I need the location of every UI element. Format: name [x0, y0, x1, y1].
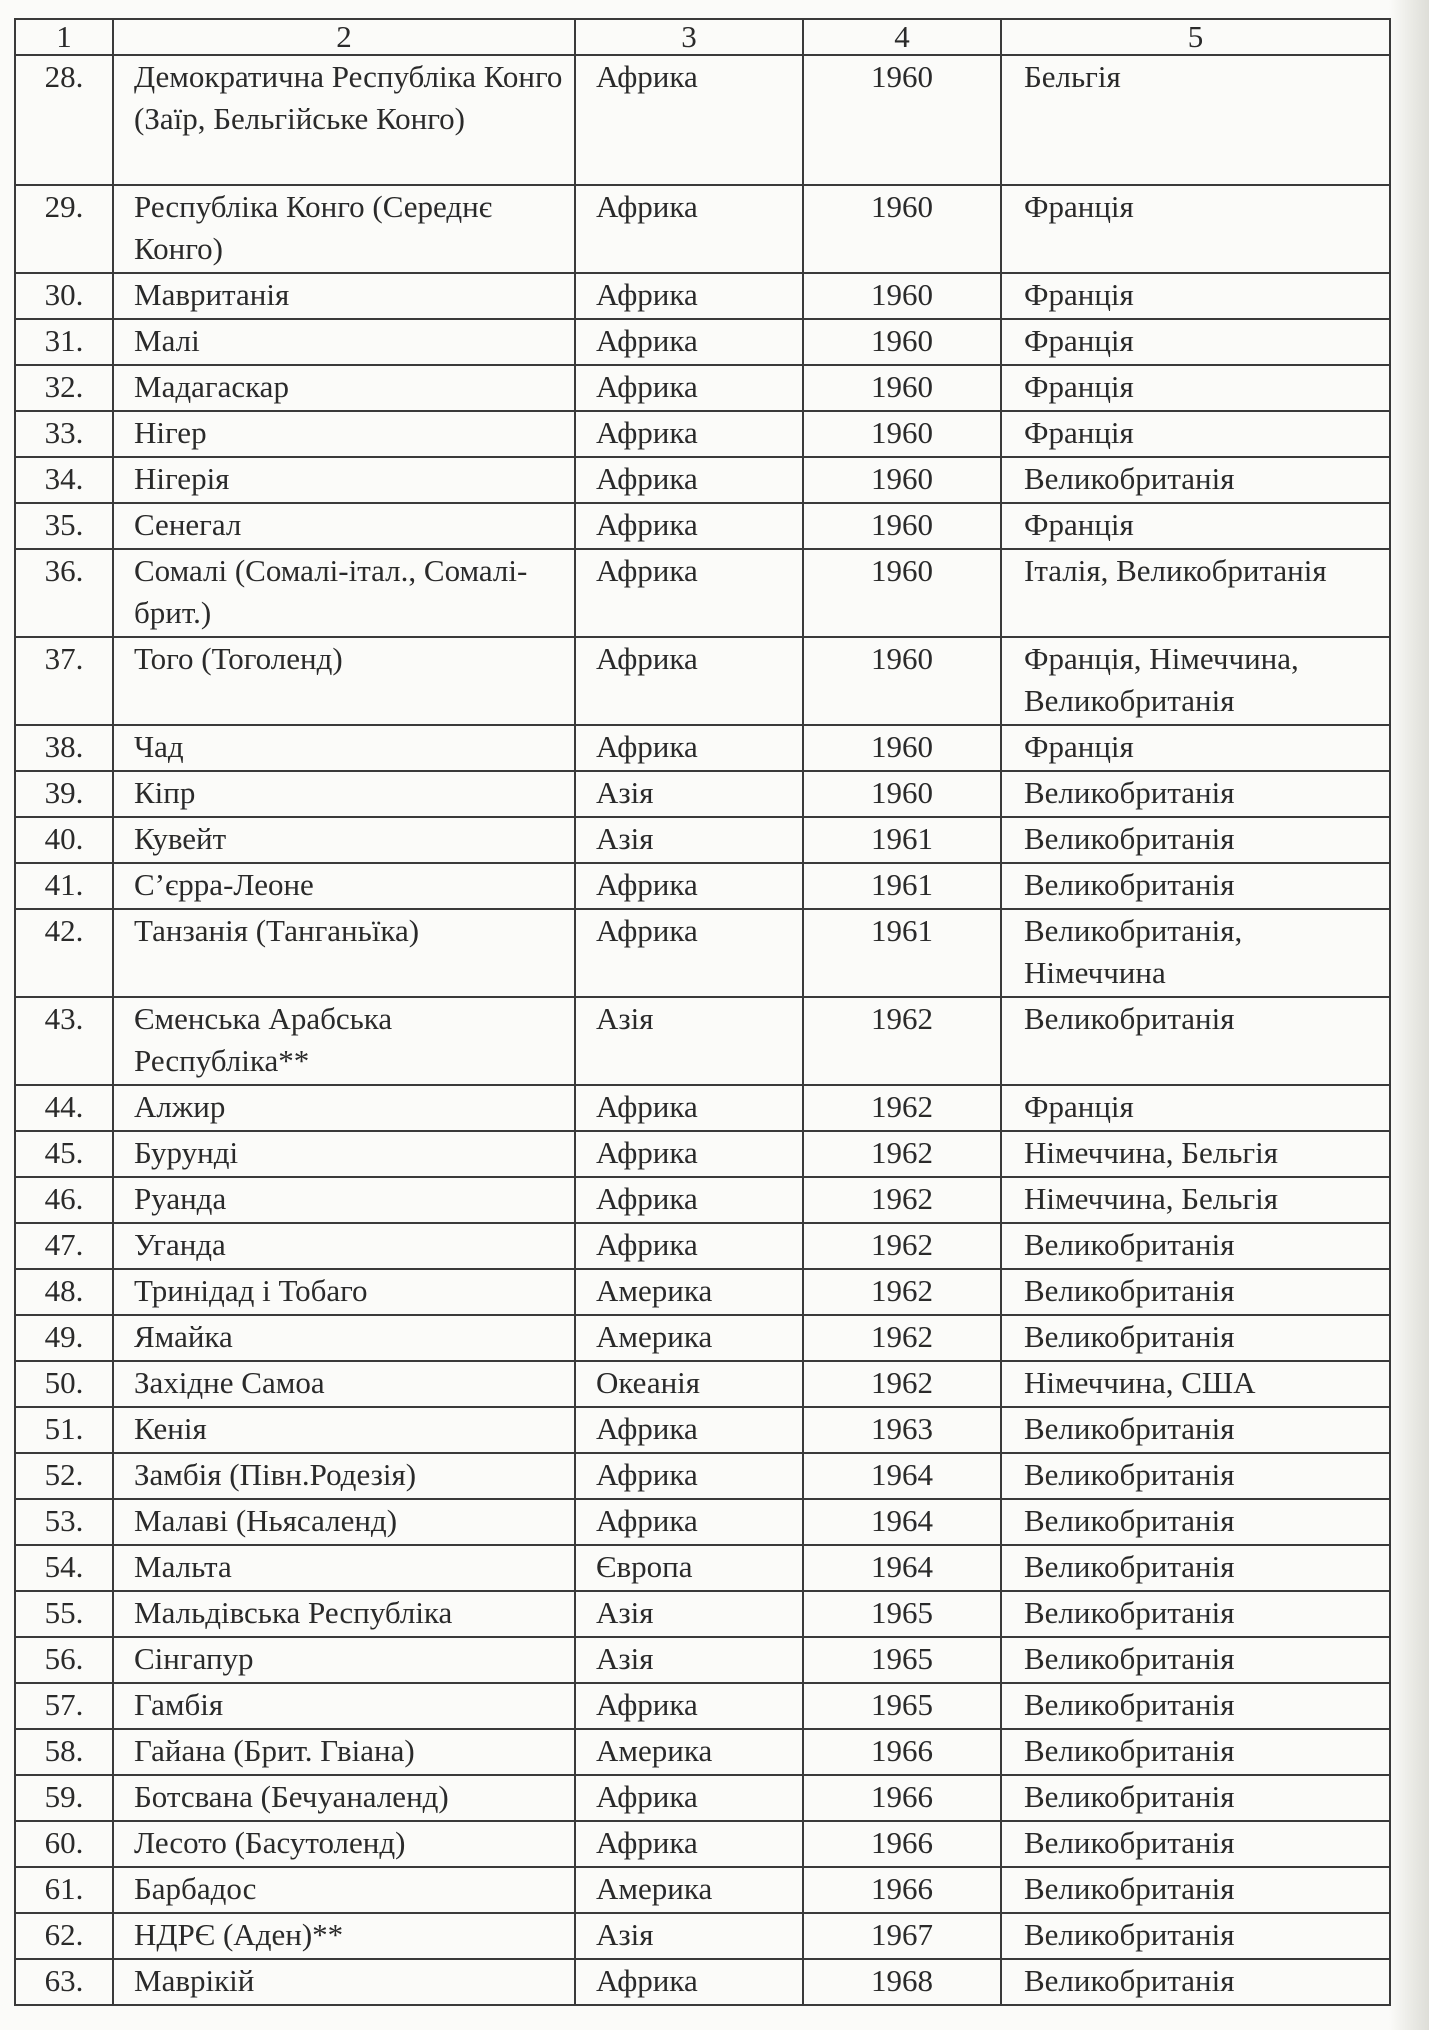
independence-year-cell: 1967 [803, 1913, 1001, 1959]
country-name-cell: Кувейт [113, 817, 575, 863]
metropole-cell: Великобританія [1001, 1683, 1390, 1729]
country-name-cell: Замбія (Півн.Родезія) [113, 1453, 575, 1499]
metropole-cell: Великобританія [1001, 1545, 1390, 1591]
row-number-cell: 49. [15, 1315, 113, 1361]
country-name-cell: Мальдівська Республіка [113, 1591, 575, 1637]
region-cell: Океанія [575, 1361, 803, 1407]
row-number-cell: 47. [15, 1223, 113, 1269]
row-number-cell: 48. [15, 1269, 113, 1315]
region-cell: Азія [575, 1913, 803, 1959]
country-name-cell: Нігерія [113, 457, 575, 503]
header-col-1: 1 [15, 19, 113, 55]
independence-year-cell: 1964 [803, 1545, 1001, 1591]
metropole-cell: Великобританія, Німеччина [1001, 909, 1390, 997]
country-name-cell: Бурунді [113, 1131, 575, 1177]
country-name-cell: Малаві (Ньясаленд) [113, 1499, 575, 1545]
region-cell: Азія [575, 1591, 803, 1637]
region-cell: Африка [575, 1683, 803, 1729]
table-row [15, 1177, 1390, 1223]
region-cell: Африка [575, 55, 803, 185]
row-number-cell: 32. [15, 365, 113, 411]
country-name-cell: Того (Тоголенд) [113, 637, 575, 725]
country-name-cell: Нігер [113, 411, 575, 457]
country-name-cell: Мальта [113, 1545, 575, 1591]
table-row [15, 1913, 1390, 1959]
independence-year-cell: 1966 [803, 1821, 1001, 1867]
country-name-cell: Лесото (Басутоленд) [113, 1821, 575, 1867]
table-row [15, 55, 1390, 185]
metropole-cell: Бельгія [1001, 55, 1390, 185]
metropole-cell: Італія, Великобританія [1001, 549, 1390, 637]
country-name-cell: Єменська Арабська Республіка** [113, 997, 575, 1085]
table-row [15, 1959, 1390, 2005]
table-row [15, 1407, 1390, 1453]
region-cell: Африка [575, 411, 803, 457]
metropole-cell: Великобританія [1001, 771, 1390, 817]
independence-year-cell: 1962 [803, 1223, 1001, 1269]
country-name-cell: Гайана (Брит. Гвіана) [113, 1729, 575, 1775]
region-cell: Африка [575, 1821, 803, 1867]
metropole-cell: Великобританія [1001, 1269, 1390, 1315]
region-cell: Африка [575, 185, 803, 273]
country-name-cell: Алжир [113, 1085, 575, 1131]
country-name-cell: Західне Самоа [113, 1361, 575, 1407]
independence-year-cell: 1960 [803, 637, 1001, 725]
independence-year-cell: 1961 [803, 817, 1001, 863]
row-number-cell: 28. [15, 55, 113, 185]
table-row [15, 1269, 1390, 1315]
independence-year-cell: 1960 [803, 55, 1001, 185]
table-row [15, 1867, 1390, 1913]
country-name-cell: Ботсвана (Бечуаналенд) [113, 1775, 575, 1821]
row-number-cell: 38. [15, 725, 113, 771]
table-row [15, 1775, 1390, 1821]
table-row [15, 457, 1390, 503]
row-number-cell: 58. [15, 1729, 113, 1775]
table-body [15, 55, 1390, 2005]
region-cell: Африка [575, 319, 803, 365]
row-number-cell: 43. [15, 997, 113, 1085]
country-name-cell: Танзанія (Танганьїка) [113, 909, 575, 997]
row-number-cell: 54. [15, 1545, 113, 1591]
row-number-cell: 40. [15, 817, 113, 863]
independence-year-cell: 1962 [803, 1131, 1001, 1177]
row-number-cell: 57. [15, 1683, 113, 1729]
country-name-cell: Мавританія [113, 273, 575, 319]
metropole-cell: Великобританія [1001, 1821, 1390, 1867]
row-number-cell: 37. [15, 637, 113, 725]
table-row [15, 273, 1390, 319]
table-row [15, 549, 1390, 637]
country-name-cell: Сінгапур [113, 1637, 575, 1683]
row-number-cell: 63. [15, 1959, 113, 2005]
metropole-cell: Великобританія [1001, 1223, 1390, 1269]
independence-year-cell: 1960 [803, 503, 1001, 549]
row-number-cell: 51. [15, 1407, 113, 1453]
country-name-cell: Ямайка [113, 1315, 575, 1361]
table-row [15, 1545, 1390, 1591]
country-name-cell: Сомалі (Сомалі-італ., Сомалі-брит.) [113, 549, 575, 637]
country-name-cell: Малі [113, 319, 575, 365]
independence-year-cell: 1964 [803, 1453, 1001, 1499]
independence-year-cell: 1962 [803, 1269, 1001, 1315]
region-cell: Америка [575, 1729, 803, 1775]
country-name-cell: Республіка Конго (Середнє Конго) [113, 185, 575, 273]
country-name-cell: Чад [113, 725, 575, 771]
table-row [15, 185, 1390, 273]
row-number-cell: 31. [15, 319, 113, 365]
row-number-cell: 29. [15, 185, 113, 273]
metropole-cell: Великобританія [1001, 1959, 1390, 2005]
metropole-cell: Німеччина, Бельгія [1001, 1177, 1390, 1223]
region-cell: Азія [575, 1637, 803, 1683]
country-name-cell: Руанда [113, 1177, 575, 1223]
region-cell: Азія [575, 997, 803, 1085]
country-name-cell: Гамбія [113, 1683, 575, 1729]
metropole-cell: Великобританія [1001, 1315, 1390, 1361]
table-row [15, 503, 1390, 549]
region-cell: Африка [575, 1453, 803, 1499]
metropole-cell: Великобританія [1001, 863, 1390, 909]
region-cell: Африка [575, 1959, 803, 2005]
row-number-cell: 35. [15, 503, 113, 549]
independence-year-cell: 1962 [803, 1085, 1001, 1131]
table-row [15, 909, 1390, 997]
table-row [15, 1085, 1390, 1131]
metropole-cell: Франція [1001, 503, 1390, 549]
independence-year-cell: 1964 [803, 1499, 1001, 1545]
row-number-cell: 30. [15, 273, 113, 319]
metropole-cell: Великобританія [1001, 457, 1390, 503]
metropole-cell: Великобританія [1001, 1729, 1390, 1775]
metropole-cell: Франція [1001, 411, 1390, 457]
table-row [15, 1637, 1390, 1683]
row-number-cell: 56. [15, 1637, 113, 1683]
region-cell: Америка [575, 1315, 803, 1361]
region-cell: Америка [575, 1269, 803, 1315]
row-number-cell: 53. [15, 1499, 113, 1545]
country-name-cell: Демократична Республіка Конго (Заїр, Бельгійське Конго) [113, 55, 575, 185]
table-row [15, 1683, 1390, 1729]
region-cell: Африка [575, 365, 803, 411]
row-number-cell: 34. [15, 457, 113, 503]
metropole-cell: Німеччина, США [1001, 1361, 1390, 1407]
row-number-cell: 50. [15, 1361, 113, 1407]
table-row [15, 1131, 1390, 1177]
metropole-cell: Франція [1001, 273, 1390, 319]
independence-year-cell: 1960 [803, 273, 1001, 319]
table-row [15, 1499, 1390, 1545]
region-cell: Африка [575, 725, 803, 771]
metropole-cell: Великобританія [1001, 1453, 1390, 1499]
region-cell: Африка [575, 273, 803, 319]
metropole-cell: Франція, Німеччина, Великобританія [1001, 637, 1390, 725]
independence-year-cell: 1960 [803, 365, 1001, 411]
metropole-cell: Великобританія [1001, 1775, 1390, 1821]
table-row [15, 1223, 1390, 1269]
row-number-cell: 33. [15, 411, 113, 457]
table-row [15, 365, 1390, 411]
row-number-cell: 42. [15, 909, 113, 997]
metropole-cell: Великобританія [1001, 817, 1390, 863]
country-name-cell: Мадагаскар [113, 365, 575, 411]
region-cell: Африка [575, 863, 803, 909]
independence-year-cell: 1968 [803, 1959, 1001, 2005]
independence-year-cell: 1962 [803, 1177, 1001, 1223]
table-row [15, 1315, 1390, 1361]
row-number-cell: 45. [15, 1131, 113, 1177]
region-cell: Африка [575, 1775, 803, 1821]
independence-year-cell: 1962 [803, 1361, 1001, 1407]
country-name-cell: Барбадос [113, 1867, 575, 1913]
table-row [15, 637, 1390, 725]
region-cell: Африка [575, 457, 803, 503]
independence-year-cell: 1962 [803, 997, 1001, 1085]
region-cell: Африка [575, 1407, 803, 1453]
row-number-cell: 39. [15, 771, 113, 817]
country-name-cell: Маврікій [113, 1959, 575, 2005]
independence-year-cell: 1963 [803, 1407, 1001, 1453]
metropole-cell: Великобританія [1001, 1867, 1390, 1913]
independence-year-cell: 1960 [803, 185, 1001, 273]
metropole-cell: Великобританія [1001, 1407, 1390, 1453]
region-cell: Азія [575, 771, 803, 817]
independence-year-cell: 1965 [803, 1637, 1001, 1683]
colonies-table [14, 18, 1391, 2006]
independence-year-cell: 1960 [803, 725, 1001, 771]
independence-year-cell: 1960 [803, 411, 1001, 457]
region-cell: Африка [575, 1085, 803, 1131]
row-number-cell: 41. [15, 863, 113, 909]
country-name-cell: С’єрра-Леоне [113, 863, 575, 909]
metropole-cell: Великобританія [1001, 997, 1390, 1085]
table-row [15, 1591, 1390, 1637]
independence-year-cell: 1960 [803, 457, 1001, 503]
region-cell: Африка [575, 549, 803, 637]
independence-year-cell: 1961 [803, 909, 1001, 997]
table-header [15, 19, 1390, 55]
region-cell: Африка [575, 1499, 803, 1545]
metropole-cell: Франція [1001, 725, 1390, 771]
row-number-cell: 61. [15, 1867, 113, 1913]
region-cell: Європа [575, 1545, 803, 1591]
independence-year-cell: 1965 [803, 1683, 1001, 1729]
metropole-cell: Франція [1001, 185, 1390, 273]
table-row [15, 1361, 1390, 1407]
table-row [15, 771, 1390, 817]
metropole-cell: Великобританія [1001, 1913, 1390, 1959]
header-col-3: 3 [575, 19, 803, 55]
region-cell: Африка [575, 909, 803, 997]
independence-year-cell: 1962 [803, 1315, 1001, 1361]
table-row [15, 817, 1390, 863]
header-col-4: 4 [803, 19, 1001, 55]
row-number-cell: 36. [15, 549, 113, 637]
metropole-cell: Франція [1001, 1085, 1390, 1131]
independence-year-cell: 1960 [803, 549, 1001, 637]
table-row [15, 863, 1390, 909]
independence-year-cell: 1966 [803, 1867, 1001, 1913]
country-name-cell: Кіпр [113, 771, 575, 817]
metropole-cell: Франція [1001, 365, 1390, 411]
row-number-cell: 59. [15, 1775, 113, 1821]
country-name-cell: Тринідад і Тобаго [113, 1269, 575, 1315]
metropole-cell: Великобританія [1001, 1591, 1390, 1637]
country-name-cell: Уганда [113, 1223, 575, 1269]
region-cell: Африка [575, 637, 803, 725]
table-row [15, 1821, 1390, 1867]
independence-year-cell: 1965 [803, 1591, 1001, 1637]
independence-year-cell: 1960 [803, 771, 1001, 817]
row-number-cell: 55. [15, 1591, 113, 1637]
independence-year-cell: 1960 [803, 319, 1001, 365]
country-name-cell: НДРЄ (Аден)** [113, 1913, 575, 1959]
row-number-cell: 52. [15, 1453, 113, 1499]
table-row [15, 411, 1390, 457]
table-row [15, 319, 1390, 365]
region-cell: Африка [575, 503, 803, 549]
row-number-cell: 62. [15, 1913, 113, 1959]
region-cell: Америка [575, 1867, 803, 1913]
metropole-cell: Німеччина, Бельгія [1001, 1131, 1390, 1177]
region-cell: Африка [575, 1223, 803, 1269]
region-cell: Африка [575, 1131, 803, 1177]
metropole-cell: Великобританія [1001, 1499, 1390, 1545]
country-name-cell: Кенія [113, 1407, 575, 1453]
independence-year-cell: 1961 [803, 863, 1001, 909]
header-col-2: 2 [113, 19, 575, 55]
row-number-cell: 60. [15, 1821, 113, 1867]
table-row [15, 725, 1390, 771]
metropole-cell: Франція [1001, 319, 1390, 365]
row-number-cell: 46. [15, 1177, 113, 1223]
page-edge-shadow [1389, 0, 1429, 2030]
country-name-cell: Сенегал [113, 503, 575, 549]
header-col-5: 5 [1001, 19, 1390, 55]
region-cell: Азія [575, 817, 803, 863]
table-row [15, 997, 1390, 1085]
independence-year-cell: 1966 [803, 1775, 1001, 1821]
row-number-cell: 44. [15, 1085, 113, 1131]
metropole-cell: Великобританія [1001, 1637, 1390, 1683]
independence-year-cell: 1966 [803, 1729, 1001, 1775]
table-row [15, 1729, 1390, 1775]
region-cell: Африка [575, 1177, 803, 1223]
table-row [15, 1453, 1390, 1499]
